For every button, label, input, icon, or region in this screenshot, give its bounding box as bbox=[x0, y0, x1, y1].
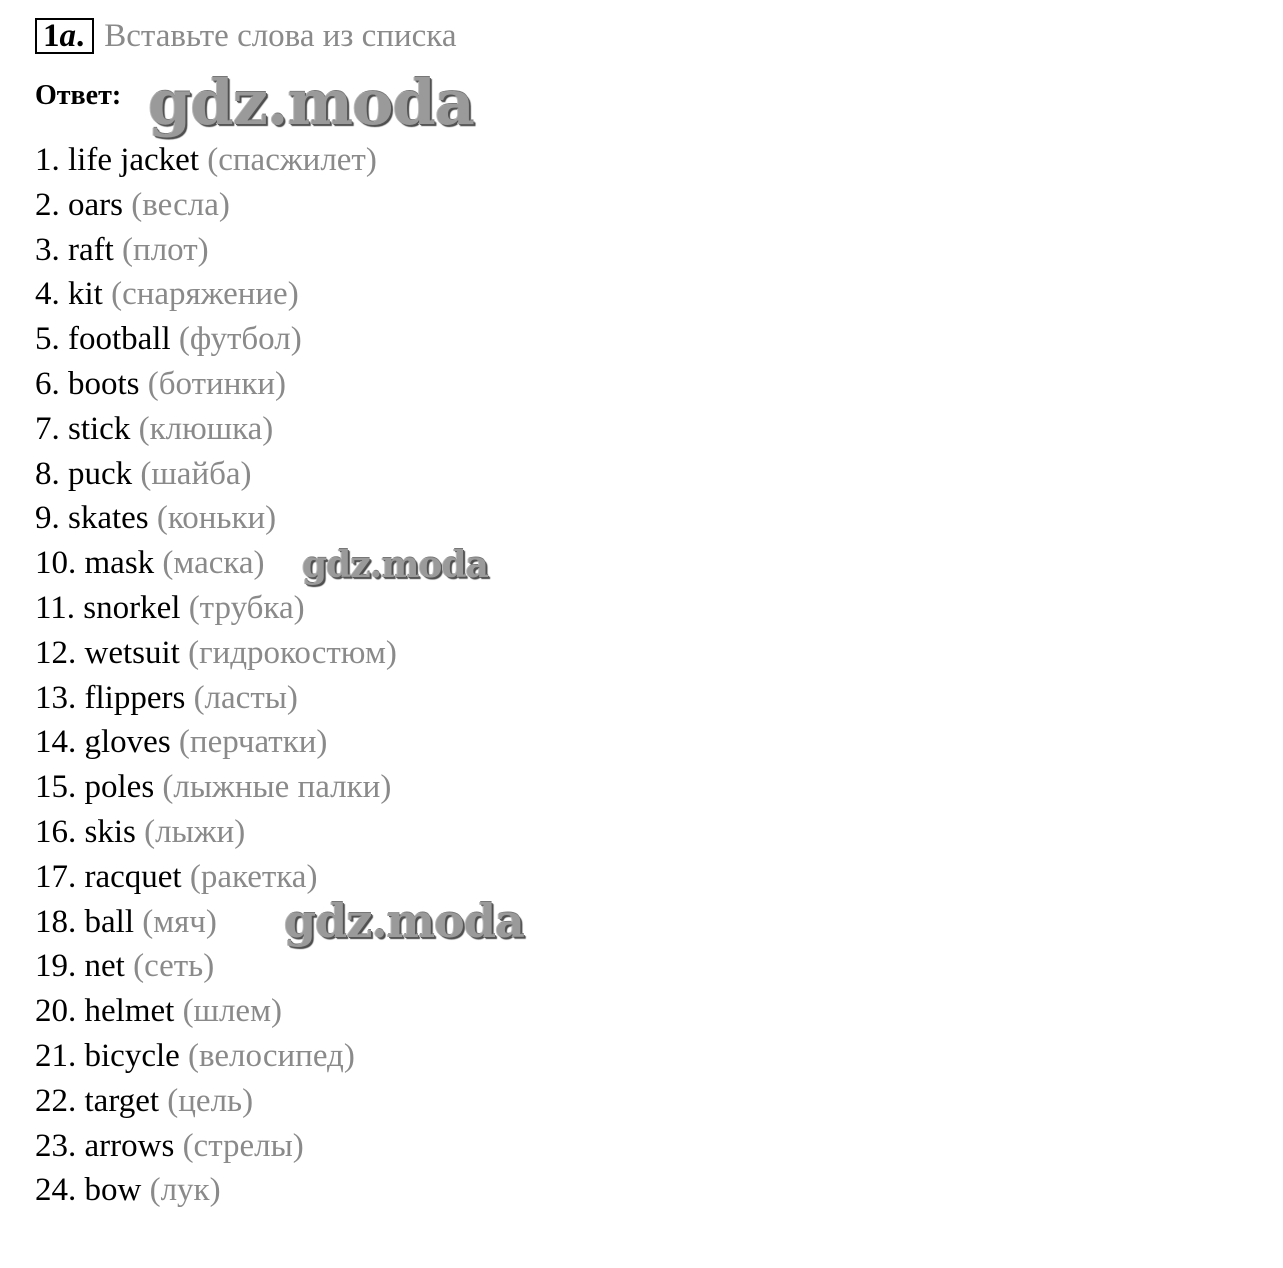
item-translation: (перчатки) bbox=[178, 724, 328, 761]
item-word: raft bbox=[68, 231, 114, 268]
item-translation: (лыжи) bbox=[144, 813, 246, 850]
item-number: 4. bbox=[35, 276, 60, 313]
watermark-logo: gdz.moda bbox=[302, 544, 488, 586]
item-translation: (лыжные палки) bbox=[162, 769, 392, 806]
item-number: 2. bbox=[35, 186, 60, 223]
list-item bbox=[35, 855, 397, 900]
list-item bbox=[35, 452, 397, 497]
item-translation: (шлем) bbox=[182, 993, 282, 1030]
item-number: 5. bbox=[35, 321, 60, 358]
item-translation: (стрелы) bbox=[182, 1127, 304, 1164]
item-word: oars bbox=[68, 186, 123, 223]
item-translation: (трубка) bbox=[188, 589, 305, 626]
item-word: stick bbox=[68, 410, 131, 447]
item-translation: (футбол) bbox=[178, 321, 302, 358]
list-item bbox=[35, 407, 397, 452]
task-header bbox=[35, 14, 456, 58]
item-word: net bbox=[84, 948, 125, 985]
item-number: 20. bbox=[35, 993, 77, 1030]
list-item bbox=[35, 228, 397, 273]
list-item bbox=[35, 272, 397, 317]
item-translation: (сеть) bbox=[133, 948, 215, 985]
task-number: 1 bbox=[43, 17, 60, 54]
item-number: 19. bbox=[35, 948, 77, 985]
item-number: 15. bbox=[35, 769, 77, 806]
list-item bbox=[35, 1124, 397, 1169]
list-item bbox=[35, 720, 397, 765]
list-item bbox=[35, 586, 397, 631]
item-word: racquet bbox=[84, 858, 182, 895]
item-translation: (гидрокостюм) bbox=[188, 634, 397, 671]
watermark-logo: gdz.moda bbox=[148, 66, 474, 139]
answer-list bbox=[35, 138, 397, 1213]
item-translation: (шайба) bbox=[140, 455, 252, 492]
item-word: bow bbox=[84, 1172, 142, 1209]
item-number: 7. bbox=[35, 410, 60, 447]
list-item bbox=[35, 183, 397, 228]
item-number: 9. bbox=[35, 500, 60, 537]
task-letter: a bbox=[59, 17, 76, 54]
item-word: helmet bbox=[84, 993, 175, 1030]
item-translation: (маска) bbox=[162, 545, 265, 582]
item-number: 12. bbox=[35, 634, 77, 671]
item-number: 17. bbox=[35, 858, 77, 895]
task-instruction: Вставьте слова из списка bbox=[104, 17, 457, 54]
item-translation: (снаряжение) bbox=[111, 276, 299, 313]
item-translation: (велосипед) bbox=[188, 1037, 355, 1074]
item-word: wetsuit bbox=[84, 634, 180, 671]
item-word: ball bbox=[84, 903, 134, 940]
item-number: 23. bbox=[35, 1127, 77, 1164]
item-word: poles bbox=[84, 769, 155, 806]
list-item bbox=[35, 944, 397, 989]
item-word: skates bbox=[68, 500, 149, 537]
item-translation: (весла) bbox=[131, 186, 230, 223]
item-word: skis bbox=[84, 813, 136, 850]
item-translation: (ракетка) bbox=[189, 858, 318, 895]
item-number: 13. bbox=[35, 679, 77, 716]
item-number: 21. bbox=[35, 1037, 77, 1074]
list-item bbox=[35, 362, 397, 407]
item-word: gloves bbox=[84, 724, 171, 761]
item-number: 8. bbox=[35, 455, 60, 492]
item-translation: (ласты) bbox=[193, 679, 298, 716]
list-item bbox=[35, 1034, 397, 1079]
item-word: kit bbox=[68, 276, 103, 313]
item-number: 11. bbox=[35, 589, 76, 626]
list-item bbox=[35, 317, 397, 362]
item-translation: (цель) bbox=[167, 1082, 254, 1119]
list-item bbox=[35, 1168, 397, 1213]
item-translation: (коньки) bbox=[156, 500, 277, 537]
item-number: 10. bbox=[35, 545, 77, 582]
item-word: snorkel bbox=[83, 589, 181, 626]
item-word: mask bbox=[84, 545, 155, 582]
item-number: 1. bbox=[35, 142, 60, 178]
item-translation: (ботинки) bbox=[147, 365, 287, 402]
item-word: target bbox=[84, 1082, 160, 1119]
list-item bbox=[35, 676, 397, 721]
list-item bbox=[35, 989, 397, 1034]
item-word: puck bbox=[68, 455, 133, 492]
item-translation: (плот) bbox=[122, 231, 209, 268]
item-word: arrows bbox=[84, 1127, 175, 1164]
item-word: flippers bbox=[84, 679, 186, 716]
item-number: 18. bbox=[35, 903, 77, 940]
item-translation: (лук) bbox=[149, 1172, 221, 1209]
item-translation: (спасжилет) bbox=[207, 142, 377, 178]
item-word: life jacket bbox=[68, 142, 200, 178]
answer-label: Ответ: bbox=[35, 80, 122, 111]
task-dot: . bbox=[76, 17, 85, 54]
list-item bbox=[35, 1079, 397, 1124]
item-number: 16. bbox=[35, 813, 77, 850]
list-item bbox=[35, 631, 397, 676]
item-translation: (мяч) bbox=[142, 903, 217, 940]
item-number: 22. bbox=[35, 1082, 77, 1119]
list-item bbox=[35, 810, 397, 855]
item-number: 24. bbox=[35, 1172, 77, 1209]
list-item bbox=[35, 138, 397, 183]
item-word: football bbox=[68, 321, 171, 358]
watermark-logo: gdz.moda bbox=[284, 894, 524, 948]
item-number: 6. bbox=[35, 365, 60, 402]
item-number: 3. bbox=[35, 231, 60, 268]
list-item bbox=[35, 765, 397, 810]
item-translation: (клюшка) bbox=[138, 410, 274, 447]
item-number: 14. bbox=[35, 724, 77, 761]
item-word: boots bbox=[68, 365, 140, 402]
list-item bbox=[35, 496, 397, 541]
item-word: bicycle bbox=[84, 1037, 180, 1074]
task-number-box bbox=[35, 18, 94, 54]
